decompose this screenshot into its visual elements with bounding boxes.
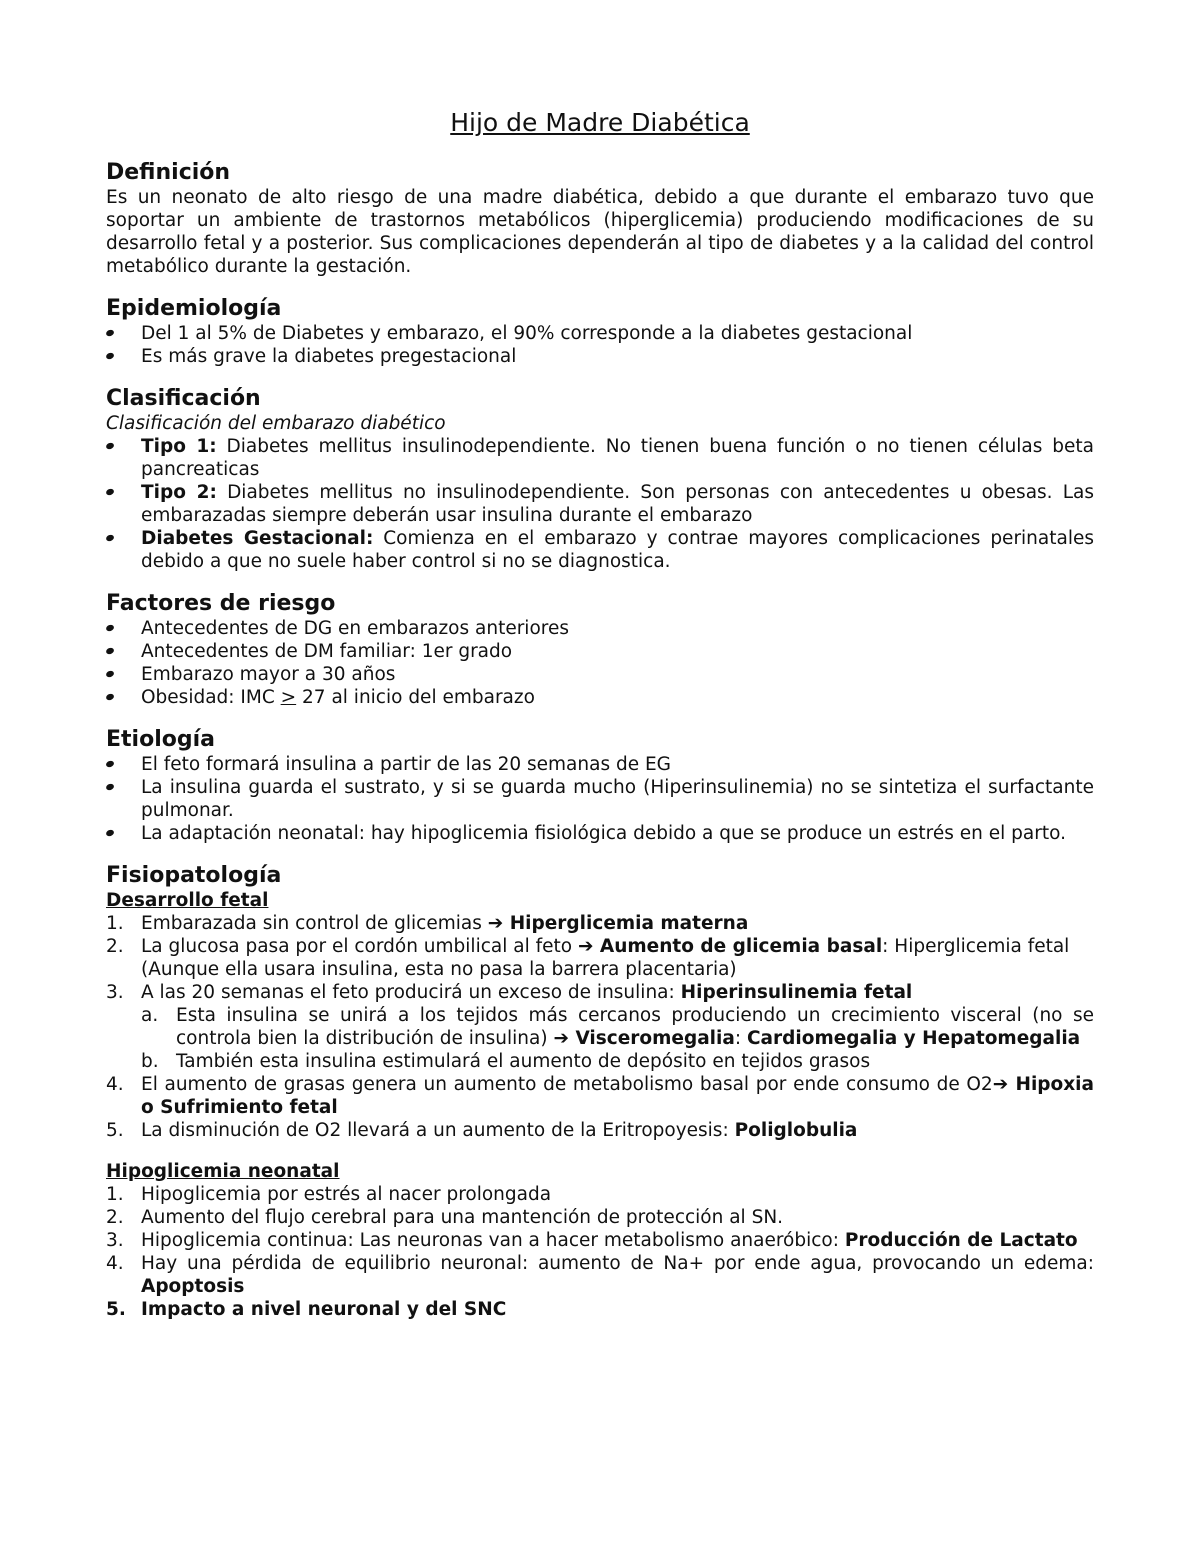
bullet-icon <box>105 329 115 337</box>
section-factores <box>106 591 1094 709</box>
section-epidemiologia <box>106 296 1094 368</box>
clasificacion-subtitle: Clasificación del embarazo diabético <box>106 413 446 434</box>
heading-fisiopatologia: Fisiopatología <box>106 863 282 888</box>
list-item: La adaptación neonatal: hay hipoglicemia fisiológica debido a que se produce un estrés en el parto. <box>106 822 1094 845</box>
list-item: a. Esta insulina se unirá a los tejidos más cercanos produciendo un crecimiento visceral (no se controla bien la distribución de insulina) ➔ Visceromegalia: Cardiomegalia y Hepatomegalia <box>141 1005 1094 1049</box>
list-item: 3. Hipoglicemia continua: Las neuronas van a hacer metabolismo anaeróbico: Producción de Lactato <box>106 1230 1078 1251</box>
bullet-icon <box>105 693 115 701</box>
etiologia-list <box>106 753 1094 845</box>
list-item: 1. Hipoglicemia por estrés al nacer prolongada <box>106 1184 552 1205</box>
list-item: 5. La disminución de O2 llevará a un aumento de la Eritropoyesis: Poliglobulia <box>106 1120 858 1141</box>
list-item: El feto formará insulina a partir de las 20 semanas de EG <box>106 753 1094 776</box>
heading-definicion: Definición <box>106 160 231 185</box>
subheading-hipoglicemia-neonatal: Hipoglicemia neonatal <box>106 1161 340 1182</box>
list-item: La insulina guarda el sustrato, y si se guarda mucho (Hiperinsulinemia) no se sintetiza el surfactante pulmonar. <box>106 776 1094 822</box>
bullet-icon <box>105 783 115 791</box>
list-item: Es más grave la diabetes pregestacional <box>106 345 1094 368</box>
section-definicion <box>106 160 1094 278</box>
list-item: Antecedentes de DM familiar: 1er grado <box>106 640 1094 663</box>
epidemiologia-list <box>106 322 1094 368</box>
list-item: 4. Hay una pérdida de equilibrio neuronal: aumento de Na+ por ende agua, provocando un edema: Apoptosis <box>106 1253 1094 1297</box>
definicion-text: Es un neonato de alto riesgo de una madre diabética, debido a que durante el embarazo tuvo que soportar un ambiente de trastornos metabólicos (hiperglicemia) produciendo modificaciones de su desarrollo fetal y a posterior. Sus complicaciones dependerán al tipo de diabetes y a la calidad del control metabólico durante la gestación. <box>106 187 1094 277</box>
list-item: 1. Embarazada sin control de glicemias ➔ Hiperglicemia materna <box>106 913 749 934</box>
heading-etiologia: Etiología <box>106 727 215 752</box>
list-item: Embarazo mayor a 30 años <box>106 663 1094 686</box>
arrow-icon: ➔ <box>992 1074 1009 1095</box>
bullet-icon <box>105 534 115 542</box>
greater-equal-symbol: > <box>280 687 297 708</box>
clasificacion-list <box>106 435 1094 573</box>
document-title: Hijo de Madre Diabética <box>450 108 750 137</box>
list-item: Diabetes Gestacional: Comienza en el embarazo y contrae mayores complicaciones perinatales debido a que no suele haber control si no se diagnostica. <box>106 527 1094 573</box>
arrow-icon: ➔ <box>553 1028 569 1049</box>
arrow-icon: ➔ <box>577 936 594 957</box>
heading-clasificacion: Clasificación <box>106 386 261 411</box>
heading-epidemiologia: Epidemiología <box>106 296 282 321</box>
desarrollo-sublist <box>141 1004 1094 1073</box>
bullet-icon <box>105 352 115 360</box>
factores-list <box>106 617 1094 709</box>
bullet-icon <box>105 488 115 496</box>
section-fisiopatologia <box>106 863 1094 1321</box>
bullet-icon <box>105 624 115 632</box>
section-etiologia <box>106 727 1094 845</box>
desarrollo-fetal-list <box>106 912 1094 1142</box>
bullet-icon <box>105 829 115 837</box>
list-item: 2. La glucosa pasa por el cordón umbilical al feto ➔ Aumento de glicemia basal: Hiperglicemia fetal (Aunque ella usara insulina, esta no pasa la barrera placentaria) <box>106 936 1070 980</box>
list-item: Obesidad: IMC > 27 al inicio del embarazo <box>106 686 1094 709</box>
list-item: b. También esta insulina estimulará el aumento de depósito en tejidos grasos <box>141 1051 871 1072</box>
list-item: 2. Aumento del flujo cerebral para una mantención de protección al SN. <box>106 1207 784 1228</box>
bullet-icon <box>105 647 115 655</box>
hipoglicemia-list <box>106 1183 1094 1321</box>
list-item: Del 1 al 5% de Diabetes y embarazo, el 90% corresponde a la diabetes gestacional <box>106 322 1094 345</box>
arrow-icon: ➔ <box>487 913 504 934</box>
list-item: Tipo 1: Diabetes mellitus insulinodependiente. No tienen buena función o no tienen células beta pancreaticas <box>106 435 1094 481</box>
bullet-icon <box>105 760 115 768</box>
list-item-note: (Aunque ella usara insulina, esta no pasa la barrera placentaria) <box>141 959 737 980</box>
subheading-desarrollo-fetal: Desarrollo fetal <box>106 890 269 911</box>
bullet-icon <box>105 442 115 450</box>
document-page <box>106 108 1094 1339</box>
bullet-icon <box>105 670 115 678</box>
list-item: 5. Impacto a nivel neuronal y del SNC <box>106 1299 507 1320</box>
section-clasificacion <box>106 386 1094 573</box>
heading-factores: Factores de riesgo <box>106 591 336 616</box>
list-item: Antecedentes de DG en embarazos anteriores <box>106 617 1094 640</box>
list-item: 3. A las 20 semanas el feto producirá un exceso de insulina: Hiperinsulinemia fetal a. Esta insulina se unirá a los tejidos más cercanos produciendo un crecimiento visceral (no se controla bien la distribución de insulina) ➔ Visceromegalia: Cardiomegalia y Hepatomegalia b. También esta insulina estimulará el aumento de depósito en tejidos grasos <box>106 982 1094 1072</box>
list-item: Tipo 2: Diabetes mellitus no insulinodependiente. Son personas con antecedentes u obesas. Las embarazadas siempre deberán usar insulina durante el embarazo <box>106 481 1094 527</box>
list-item: 4. El aumento de grasas genera un aumento de metabolismo basal por ende consumo de O2➔ Hipoxia o Sufrimiento fetal <box>106 1074 1095 1118</box>
